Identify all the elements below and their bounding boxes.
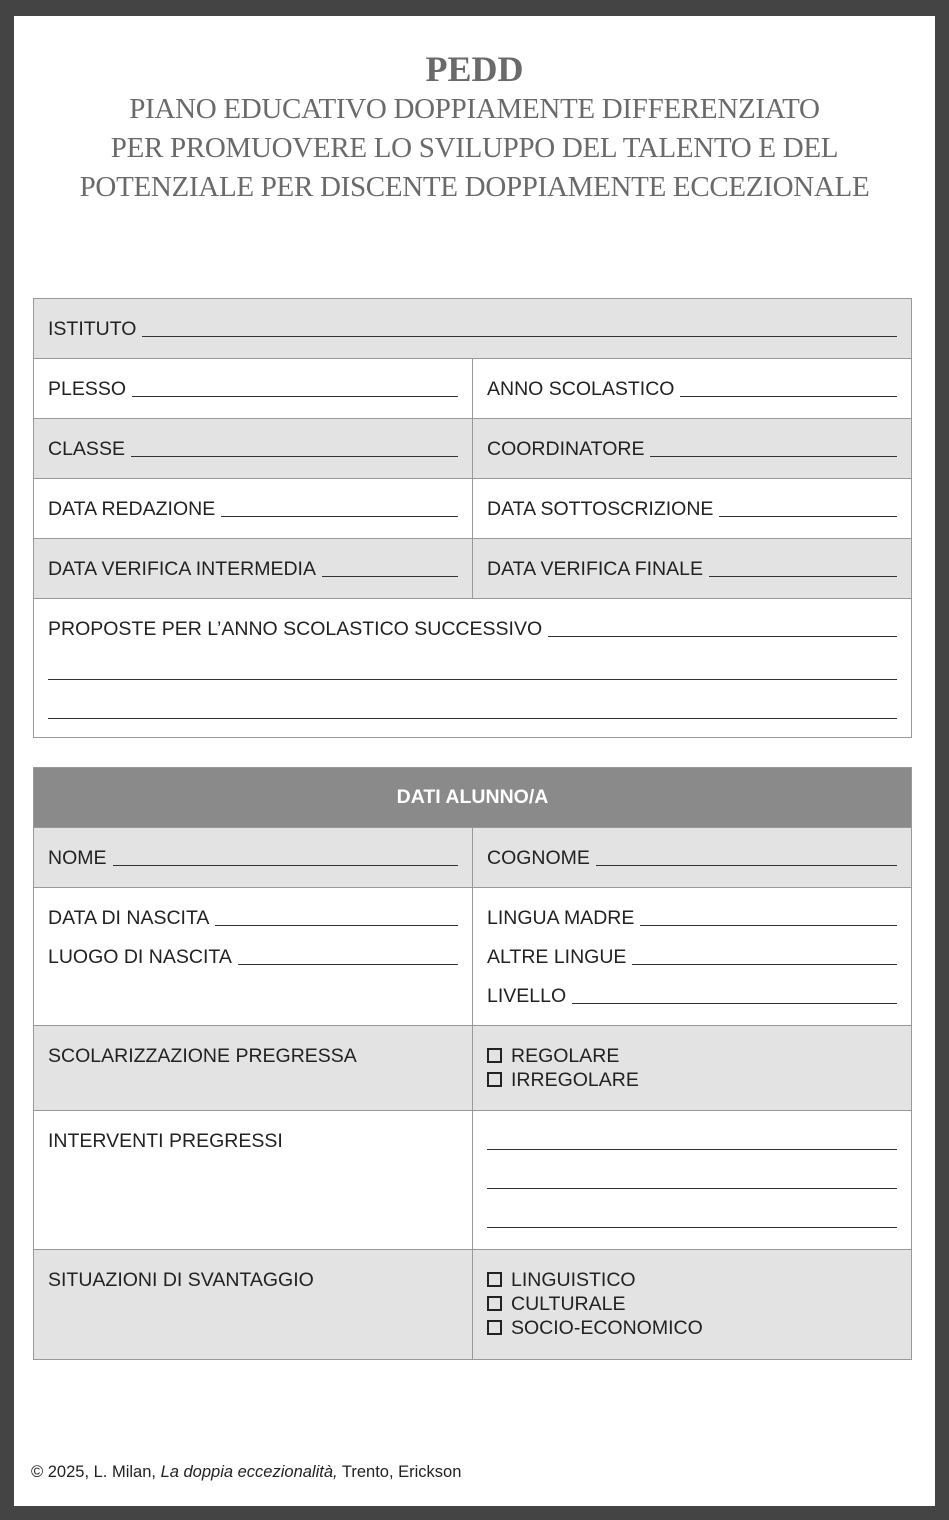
- school-info-table: [33, 298, 912, 738]
- checkbox-culturale[interactable]: [487, 1293, 897, 1316]
- field-label: COGNOME: [487, 847, 590, 869]
- field-label: ANNO SCOLASTICO: [487, 378, 675, 400]
- checkbox-icon[interactable]: [487, 1272, 502, 1287]
- svantaggio-label: SITUAZIONI DI SVANTAGGIO: [34, 1250, 473, 1360]
- blank-line[interactable]: [48, 679, 897, 680]
- checkbox-icon[interactable]: [487, 1048, 502, 1063]
- title-line: POTENZIALE PER DISCENTE DOPPIAMENTE ECCEZIONALE: [79, 171, 870, 203]
- title-line: PIANO EDUCATIVO DOPPIAMENTE DIFFERENZIATO: [129, 93, 820, 125]
- checkbox-irregolare[interactable]: [487, 1069, 897, 1092]
- checkbox-regolare[interactable]: [487, 1045, 897, 1068]
- field-label: DATA VERIFICA INTERMEDIA: [48, 558, 316, 580]
- field-label: LIVELLO: [487, 985, 567, 1007]
- option-label: REGOLARE: [511, 1045, 620, 1067]
- blank-line[interactable]: [48, 718, 897, 719]
- interventi-label: INTERVENTI PREGRESSI: [34, 1111, 473, 1250]
- field-label: LINGUA MADRE: [487, 907, 635, 929]
- field-label: LUOGO DI NASCITA: [48, 946, 232, 968]
- field-label: DATA SOTTOSCRIZIONE: [487, 498, 714, 520]
- plesso-field[interactable]: [48, 378, 458, 401]
- field-label: ALTRE LINGUE: [487, 946, 627, 968]
- field-label: DATA VERIFICA FINALE: [487, 558, 703, 580]
- luogo-nascita-field[interactable]: [48, 946, 458, 969]
- document-title: [0, 48, 949, 207]
- section-header: DATI ALUNNO/A: [34, 768, 912, 828]
- field-label: PROPOSTE PER L’ANNO SCOLASTICO SUCCESSIVO: [48, 618, 543, 640]
- field-label: COORDINATORE: [487, 438, 645, 460]
- lingua-madre-field[interactable]: [487, 907, 897, 930]
- title-acronym: PEDD: [425, 49, 524, 89]
- checkbox-socio-economico[interactable]: [487, 1317, 897, 1340]
- coordinatore-field[interactable]: [487, 438, 897, 461]
- checkbox-linguistico[interactable]: [487, 1269, 897, 1292]
- book-title: La doppia eccezionalità,: [160, 1463, 338, 1481]
- istituto-field[interactable]: [48, 318, 897, 341]
- blank-line[interactable]: [487, 1188, 897, 1189]
- option-label: CULTURALE: [511, 1293, 626, 1315]
- blank-line[interactable]: [487, 1227, 897, 1228]
- checkbox-icon[interactable]: [487, 1072, 502, 1087]
- field-label: DATA DI NASCITA: [48, 907, 210, 929]
- checkbox-icon[interactable]: [487, 1296, 502, 1311]
- field-label: ISTITUTO: [48, 318, 137, 340]
- option-label: IRREGOLARE: [511, 1069, 639, 1091]
- nome-field[interactable]: [48, 847, 458, 870]
- verifica-finale-field[interactable]: [487, 558, 897, 581]
- livello-field[interactable]: [487, 985, 897, 1008]
- scolarizzazione-label: SCOLARIZZAZIONE PREGRESSA: [34, 1026, 473, 1111]
- proposte-field[interactable]: [48, 618, 897, 641]
- copyright-footer: [31, 1463, 461, 1482]
- altre-lingue-field[interactable]: [487, 946, 897, 969]
- publisher-text: Trento, Erickson: [337, 1463, 462, 1481]
- student-data-table: [33, 767, 912, 1360]
- classe-field[interactable]: [48, 438, 458, 461]
- field-label: PLESSO: [48, 378, 127, 400]
- anno-scolastico-field[interactable]: [487, 378, 897, 401]
- data-redazione-field[interactable]: [48, 498, 458, 521]
- title-line: PER PROMUOVERE LO SVILUPPO DEL TALENTO E DEL: [110, 132, 839, 164]
- cognome-field[interactable]: [487, 847, 897, 870]
- field-label: CLASSE: [48, 438, 125, 460]
- checkbox-icon[interactable]: [487, 1320, 502, 1335]
- data-sottoscrizione-field[interactable]: [487, 498, 897, 521]
- option-label: LINGUISTICO: [511, 1269, 636, 1291]
- verifica-intermedia-field[interactable]: [48, 558, 458, 581]
- data-nascita-field[interactable]: [48, 907, 458, 930]
- option-label: SOCIO-ECONOMICO: [511, 1317, 703, 1339]
- field-label: DATA REDAZIONE: [48, 498, 216, 520]
- field-label: NOME: [48, 847, 107, 869]
- blank-line[interactable]: [487, 1149, 897, 1150]
- copyright-text: © 2025, L. Milan,: [31, 1463, 161, 1481]
